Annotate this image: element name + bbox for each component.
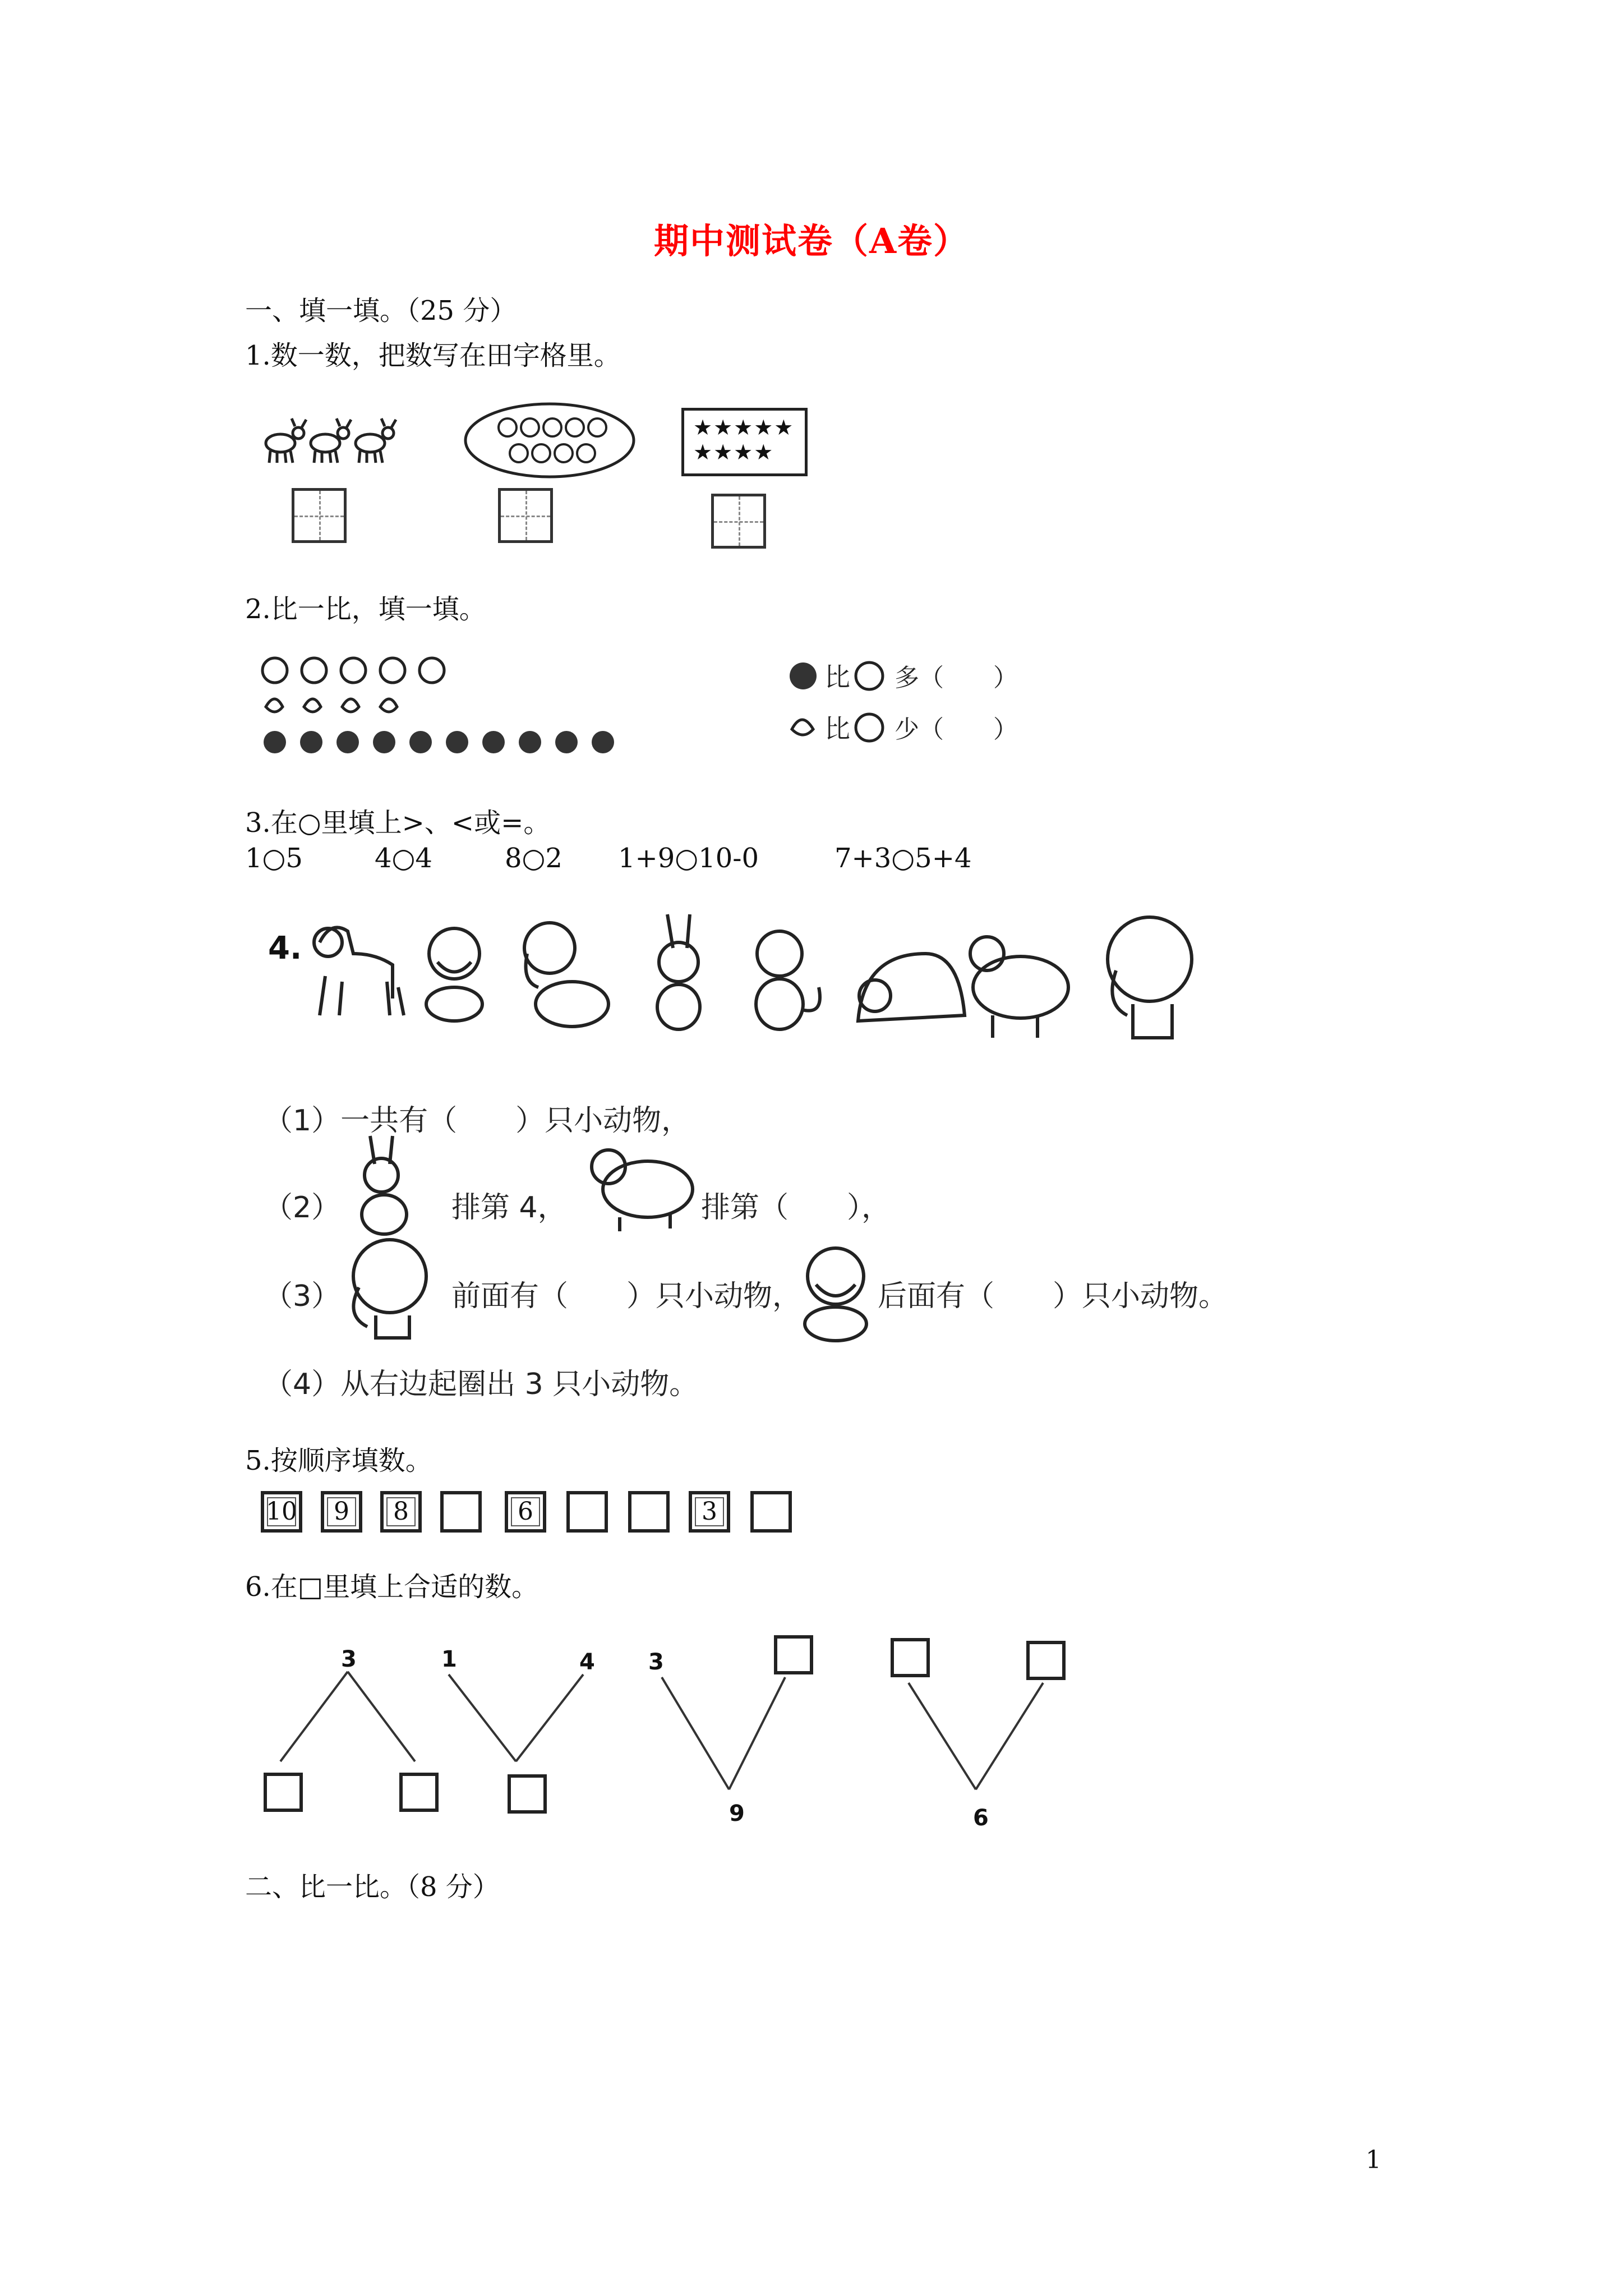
sequence-box-7[interactable] <box>628 1491 670 1533</box>
compare-word-2: 比 <box>824 714 850 744</box>
bond-3-left: 3 <box>648 1649 664 1675</box>
sequence-box-5: 6 <box>505 1491 546 1533</box>
page-number: 1 <box>1366 2146 1381 2174</box>
section-1-heading: 一、填一填。（25 分） <box>245 295 517 326</box>
bond-2-right: 4 <box>579 1649 595 1675</box>
question-2-text: 2.比一比，填一填。 <box>245 593 486 625</box>
question-4-part-2-blank: 排第（ ）， <box>701 1191 891 1225</box>
tianzige-box-2[interactable] <box>498 488 553 543</box>
compare-item-5: 7+3○5+4 <box>834 843 972 874</box>
compare-item-3: 8○2 <box>505 843 562 874</box>
compare-item-1: 1○5 <box>245 843 303 874</box>
section-2-heading: 二、比一比。（8 分） <box>245 1871 500 1903</box>
dog-icon <box>524 923 608 1027</box>
bond-4-bottom: 6 <box>973 1805 989 1831</box>
question-4-part-2-rank: 排第 4， <box>451 1191 567 1225</box>
compare-word-1: 比 <box>824 662 850 692</box>
sheep-icon <box>970 937 1068 1038</box>
horse-icon <box>314 927 404 1015</box>
stars-box <box>681 408 808 476</box>
sequence-box-1: 10 <box>261 1491 302 1533</box>
tianzige-box-3[interactable] <box>711 494 766 549</box>
elephant-icon <box>1108 917 1192 1038</box>
goat-icon <box>356 418 396 463</box>
question-4-part-1: （1）一共有（ ）只小动物， <box>264 1104 691 1138</box>
sequence-box-4[interactable] <box>440 1491 482 1533</box>
sheep-icon-small <box>580 1139 698 1234</box>
sequence-box-8: 3 <box>689 1491 730 1533</box>
question-5-text: 5.按顺序填数。 <box>245 1445 432 1476</box>
goats-image <box>258 404 404 471</box>
bond-4-left-box[interactable] <box>891 1638 930 1677</box>
number-bond-lines <box>247 1621 1144 1834</box>
rabbit-icon-small <box>345 1130 435 1243</box>
question-4-part-3-label: （3） <box>264 1280 341 1313</box>
sequence-box-9[interactable] <box>750 1491 792 1533</box>
animals-row-image <box>303 909 1267 1055</box>
goat-icon <box>311 418 351 463</box>
more-text: 多（ ） <box>895 664 1018 692</box>
compare-item-4: 1+9○10-0 <box>618 843 759 874</box>
monkey-icon <box>756 931 820 1029</box>
bond-4-right-box[interactable] <box>1026 1641 1066 1680</box>
question-1-text: 1.数一数，把数写在田字格里。 <box>245 340 621 371</box>
frog-icon <box>426 928 482 1021</box>
sequence-box-6[interactable] <box>566 1491 608 1533</box>
question-4-number: 4. <box>268 930 302 967</box>
bond-1-left-box[interactable] <box>264 1773 303 1812</box>
question-4-part-3-front: 前面有（ ）只小动物， <box>451 1280 802 1313</box>
apples-oval-image <box>460 398 639 482</box>
bond-1-right-box[interactable] <box>399 1773 439 1812</box>
bond-3-bottom: 9 <box>729 1801 745 1826</box>
stars-text: ★★★★★ ★★★★ <box>693 415 795 464</box>
sequence-box-2: 9 <box>321 1491 362 1533</box>
bond-1-top: 3 <box>341 1646 357 1672</box>
compare-item-2: 4○4 <box>375 843 432 874</box>
question-3-text: 3.在○里填上>、<或=。 <box>245 807 551 839</box>
question-4-part-3-back: 后面有（ ）只小动物。 <box>878 1280 1228 1313</box>
bond-2-bottom-box[interactable] <box>508 1774 547 1814</box>
question-4-part-2-label: （2） <box>264 1191 341 1225</box>
turtle-icon <box>858 954 965 1021</box>
less-text: 少（ ） <box>895 715 1018 744</box>
elephant-icon-small <box>336 1231 437 1343</box>
fruit-rows-image <box>258 654 639 760</box>
goat-icon <box>266 418 306 463</box>
question-6-text: 6.在□里填上合适的数。 <box>245 1571 539 1603</box>
rabbit-icon <box>657 914 700 1029</box>
bond-2-left: 1 <box>441 1646 457 1672</box>
page-title: 期中测试卷（A卷） <box>653 220 970 261</box>
bond-3-right-box[interactable] <box>774 1635 813 1674</box>
question-4-part-4: （4）从右边起圈出 3 只小动物。 <box>264 1368 699 1401</box>
sequence-box-3: 8 <box>380 1491 422 1533</box>
compare-lines-image <box>785 654 1032 749</box>
tianzige-box-1[interactable] <box>292 488 347 543</box>
